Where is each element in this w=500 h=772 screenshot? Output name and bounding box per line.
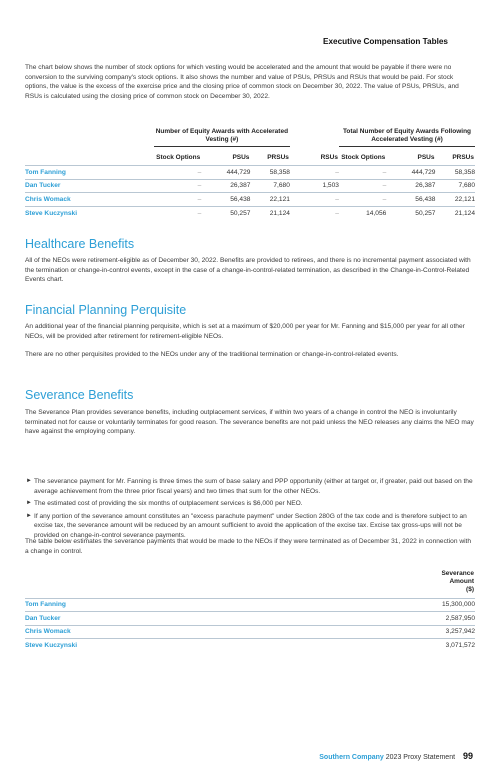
header-line: ($) <box>466 586 474 593</box>
col-rsus: RSUs <box>320 153 338 161</box>
intro-paragraph: The chart below shows the number of stock options for which vesting would be accelerated and the amount that would be payable if there were no conversion to the surviving company's stock options. It also shows the number and value of PSUs, PRSUs and RSUs that would be paid. For stock options, the value is the excess of the exercise price and the closing price of common stock on December 30, 2022. The value of PSUs, PRSUs, and RSUs is calculated using the closing price of common stock on December 30, 2022. <box>25 64 459 100</box>
cell: 7,680 <box>435 179 475 193</box>
col-stock-options: Stock Options <box>156 153 201 161</box>
cell: 56,438 <box>386 193 435 207</box>
footer-document: 2023 Proxy Statement <box>385 754 456 761</box>
bullet-arrow-icon: ► <box>26 500 32 507</box>
row-name: Tom Fanning <box>25 598 296 612</box>
cell: – <box>339 179 386 193</box>
group-header-total: Total Number of Equity Awards Following Accelerated Vesting (#) <box>339 127 475 147</box>
row-name: Dan Tucker <box>25 612 296 626</box>
list-item <box>25 499 475 509</box>
section-header: Executive Compensation Tables <box>323 37 448 46</box>
table-row <box>25 612 475 626</box>
row-name: Steve Kuczynski <box>25 206 154 219</box>
header-line: Severance <box>441 570 474 577</box>
col-prsus: PRSUs <box>267 153 289 161</box>
financial-planning-text: An additional year of the financial planning perquisite, which is set at a maximum of $20,000 per year for Mr. Fanning and $15,000 per year for all other NEOs, will be provided after retirement for retirement-eligible NEOs. <box>25 323 465 340</box>
row-name: Chris Womack <box>25 193 154 207</box>
cell: 444,729 <box>386 166 435 180</box>
cell: – <box>290 166 339 180</box>
cell: – <box>154 206 201 219</box>
financial-planning-title: Financial Planning Perquisite <box>25 303 187 317</box>
table-row <box>25 639 475 652</box>
severance-text: The Severance Plan provides severance benefits, including outplacement services, if within two years of a change in control the NEO is involuntarily terminated not for cause or voluntarily terminates for good reason. The severance benefits are not paid unless the NEO releases any claims the NEO may have against the employing company. <box>25 409 474 436</box>
table-row <box>25 625 475 639</box>
cell: 26,387 <box>386 179 435 193</box>
bullet-text: The estimated cost of providing the six months of outplacement services is $6,000 per NEO. <box>34 500 303 508</box>
severance-title: Severance Benefits <box>25 388 134 402</box>
cell: 444,729 <box>201 166 250 180</box>
cell: 14,056 <box>339 206 386 219</box>
col-total-prsus: PRSUs <box>452 153 474 161</box>
row-name: Steve Kuczynski <box>25 639 296 652</box>
perquisites-text: There are no other perquisites provided to the NEOs under any of the traditional termination or change-in-control-related events. <box>25 351 399 358</box>
cell: 58,358 <box>435 166 475 180</box>
cell: 56,438 <box>201 193 250 207</box>
severance-amount: 2,587,950 <box>296 612 475 626</box>
cell: 50,257 <box>386 206 435 219</box>
table-row <box>25 179 475 193</box>
col-severance-amount <box>296 569 475 595</box>
healthcare-title: Healthcare Benefits <box>25 237 135 251</box>
cell: – <box>154 193 201 207</box>
cell: 26,387 <box>201 179 250 193</box>
bullet-text: The severance payment for Mr. Fanning is three times the sum of base salary and PPP opportunity (either at target or, if greater, paid out based on the average achievement from the three prior fiscal years) and two times that sum for the other NEOs. <box>34 478 473 495</box>
list-item <box>25 477 475 496</box>
severance-bullet-list <box>25 477 475 544</box>
bullet-text: If any portion of the severance amount constitutes an "excess parachute payment" under Section 280G of the tax code and is therefore subject to an excise tax, the severance amount will be reduced by an amount sufficient to avoid the application of the excise tax. Excise tax gross-ups will not be provided on change-in-control severance payments. <box>34 512 467 539</box>
cell: 50,257 <box>201 206 250 219</box>
cell: 21,124 <box>250 206 289 219</box>
severance-table <box>25 569 475 652</box>
group-header-accelerated: Number of Equity Awards with Accelerated Vesting (#) <box>154 127 290 147</box>
cell: – <box>154 179 201 193</box>
header-line: Amount <box>449 578 474 585</box>
table-row <box>25 193 475 207</box>
healthcare-text: All of the NEOs were retirement-eligible as of December 30, 2022. Benefits are provided to retirees, and there is no incremental payment associated with the termination or change-in-control events, except in the case of a change-in-control-related termination, as described in the Change-in-Control-Related Events chart. <box>25 257 471 284</box>
bullet-arrow-icon: ► <box>26 512 32 519</box>
col-total-psus: PSUs <box>417 153 435 161</box>
row-name: Tom Fanning <box>25 166 154 180</box>
row-name: Chris Womack <box>25 625 296 639</box>
row-name: Dan Tucker <box>25 179 154 193</box>
equity-awards-table <box>25 127 475 219</box>
table-row <box>25 166 475 180</box>
cell: – <box>290 193 339 207</box>
cell: 22,121 <box>250 193 289 207</box>
cell: – <box>339 193 386 207</box>
cell: 22,121 <box>435 193 475 207</box>
cell: 7,680 <box>250 179 289 193</box>
table-row <box>25 206 475 219</box>
severance-amount: 3,071,572 <box>296 639 475 652</box>
severance-amount: 3,257,942 <box>296 625 475 639</box>
footer-company: Southern Company <box>319 754 384 761</box>
col-psus: PSUs <box>232 153 250 161</box>
severance-table-intro: The table below estimates the severance payments that would be made to the NEOs if they were terminated as of December 31, 2022 in connection with a change in control. <box>25 538 472 555</box>
cell: 58,358 <box>250 166 289 180</box>
cell: – <box>339 166 386 180</box>
cell: – <box>290 206 339 219</box>
table-row <box>25 598 475 612</box>
page-number: 99 <box>462 751 473 761</box>
cell: 21,124 <box>435 206 475 219</box>
cell: 1,503 <box>290 179 339 193</box>
severance-amount: 15,300,000 <box>296 598 475 612</box>
bullet-arrow-icon: ► <box>26 478 32 484</box>
col-total-stock-options: Stock Options <box>341 153 386 161</box>
page-footer <box>319 751 473 761</box>
cell: – <box>154 166 201 180</box>
